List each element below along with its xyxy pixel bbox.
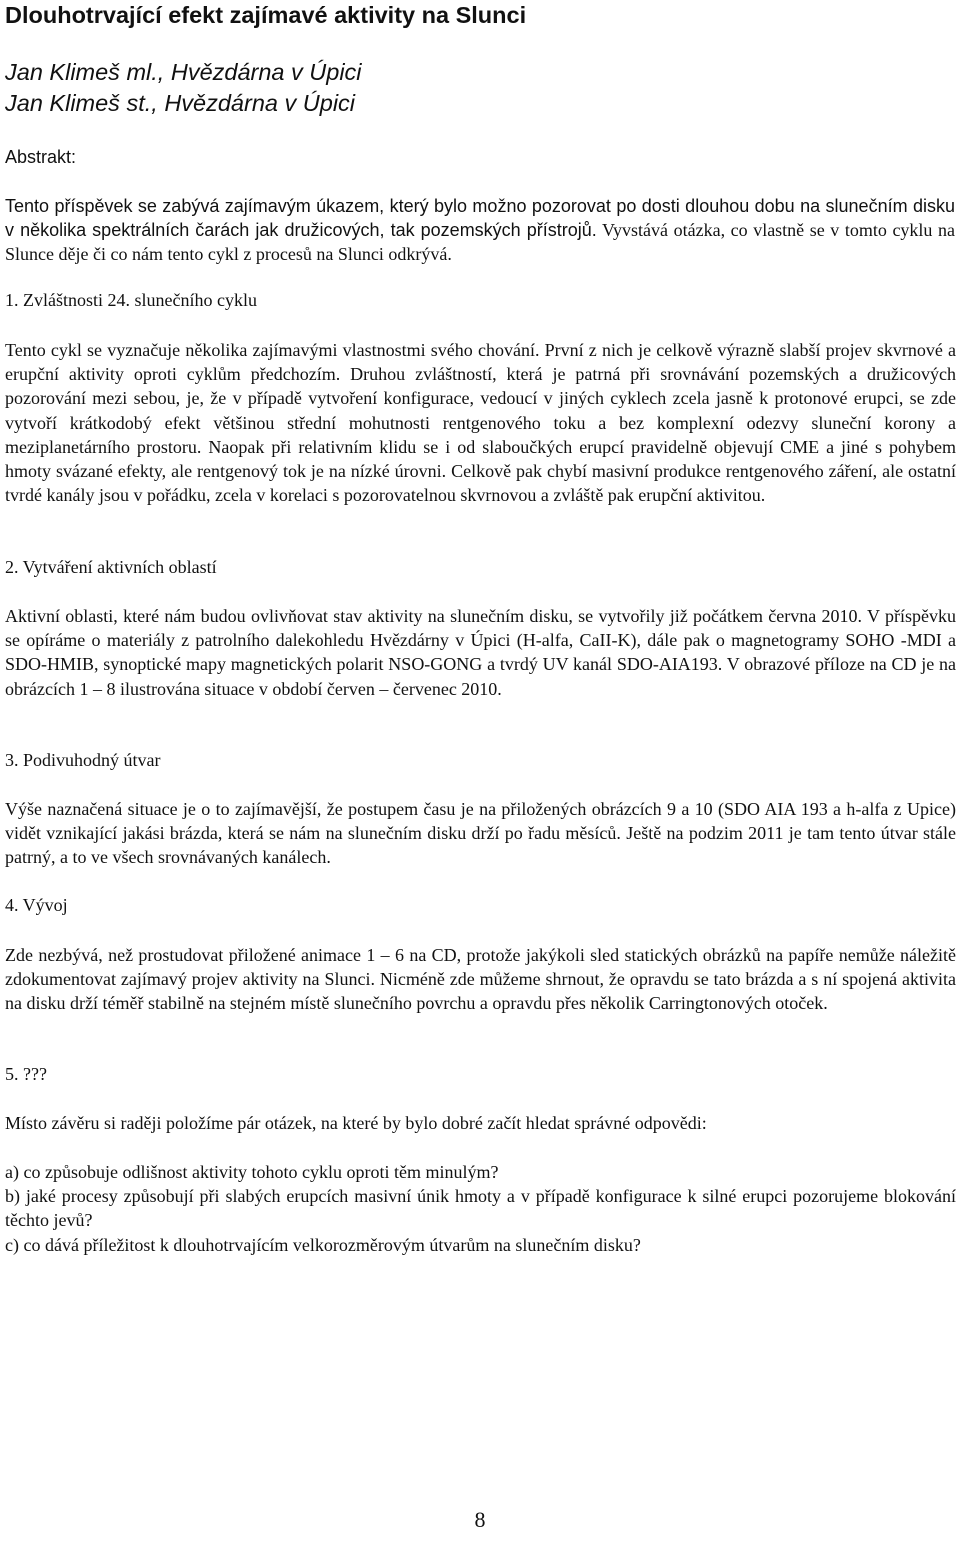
section-1-text: Tento cykl se vyznačuje několika zajímavými vlastnostmi svého chování. První z nich je celkově výrazně slabší projev skvrnové a erupční aktivity oproti cyklům předchozím. Druhou zvláštností, která je patrná při srovnávání pozemských a družicových pozorování mezi sebou, je, že v případě vytvoření konfigurace, vedoucí v jiných cyklech zcela jasně k protonové erupci, se zde vytvoří krátkodobý efekt většinou střední mohutnosti rentgenového toku a bez komplexní odezvy sluneční korony a meziplanetárního prostoru. Naopak při relativním klidu se i od slaboučkých erupcí pravidelně objevují CME a jiné s pohybem hmoty svázané efekty, ale rentgenový tok je na nízké úrovni. Celkově pak chybí masivní produkce rentgenového záření, ale ostatní tvrdé kanály jsou v pořádku, zcela v korelaci s pozorovatelnou skvrnovou a zvláště pak erupční aktivitou. (5, 340, 956, 506)
section-2-heading: 2. Vytváření aktivních oblastí (5, 557, 217, 577)
section-3-text: Výše naznačená situace je o to zajímavější, že postupem času je na přiložených obrázcích 9 a 10 (SDO AIA 193 a h-alfa z Upice) vidět vznikající jakási brázda, která se nám na slunečním disku drží po řadu měsíců. Ještě na podzim 2011 je tam tento útvar stále patrný, a to ve všech srovnávaných kanálech. (5, 799, 956, 868)
page-number: 8 (474, 1507, 486, 1532)
author-2: Jan Klimeš st., Hvězdárna v Úpici (5, 90, 356, 116)
question-b: b) jaké procesy způsobují při slabých erupcích masivní únik hmoty a v případě konfigurace k silné erupci pozorujeme blokování těchto jevů? (5, 1186, 956, 1231)
abstract-text-part-2: Vyvstává otázka, co vlastně se v tomto cyklu na Slunce děje či co nám tento cykl z procesů na Slunci odkrývá. (5, 220, 955, 264)
abstract-label: Abstrakt: (5, 147, 77, 167)
abstract-text (5, 194, 955, 266)
section-5-heading: 5. ??? (5, 1064, 47, 1084)
document-title: Dlouhotrvající efekt zajímavé aktivity na Slunci (5, 2, 527, 28)
section-4-heading: 4. Vývoj (5, 895, 68, 915)
section-5-text: Místo závěru si raději položíme pár otázek, na které by bylo dobré začít hledat správné odpovědi: (5, 1113, 707, 1133)
section-4-text: Zde nezbývá, než prostudovat přiložené animace 1 – 6 na CD, protože jakýkoli sled statických obrázků na papíře nemůže náležitě zdokumentovat zajímavý projev aktivity na Slunci. Nicméně zde můžeme shrnout, že opravdu se tato brázda a s ní spojená aktivita na disku drží téměř stabilně na stejném místě slunečního povrchu a opravdu přes několik Carringtonových otoček. (5, 945, 956, 1014)
question-a: a) co způsobuje odlišnost aktivity tohoto cyklu oproti těm minulým? (5, 1162, 499, 1182)
section-3-heading: 3. Podivuhodný útvar (5, 750, 161, 770)
question-c: c) co dává příležitost k dlouhotrvajícím velkorozměrovým útvarům na slunečním disku? (5, 1235, 641, 1255)
section-2-text: Aktivní oblasti, které nám budou ovlivňovat stav aktivity na slunečním disku, se vytvořily již počátkem června 2010. V příspěvku se opíráme o materiály z patrolního dalekohledu Hvězdárny v Úpici (H-alfa, CaII-K), dále pak o magnetogramy SOHO -MDI a SDO-HMIB, synoptické mapy magnetických polarit NSO-GONG a tvrdý UV kanál SDO-AIA193. V obrazové příloze na CD je na obrázcích 1 – 8 ilustrována situace v období červen – červenec 2010. (5, 606, 956, 699)
section-1-heading: 1. Zvláštnosti 24. slunečního cyklu (5, 290, 257, 310)
author-1: Jan Klimeš ml., Hvězdárna v Úpici (5, 59, 362, 85)
abstract-text-part-1: Tento příspěvek se zabývá zajímavým úkazem, který bylo možno pozorovat po dosti dlouhou dobu na slunečním disku v několika spektrálních čarách jak družicových, tak pozemských přístrojů. (5, 196, 955, 240)
